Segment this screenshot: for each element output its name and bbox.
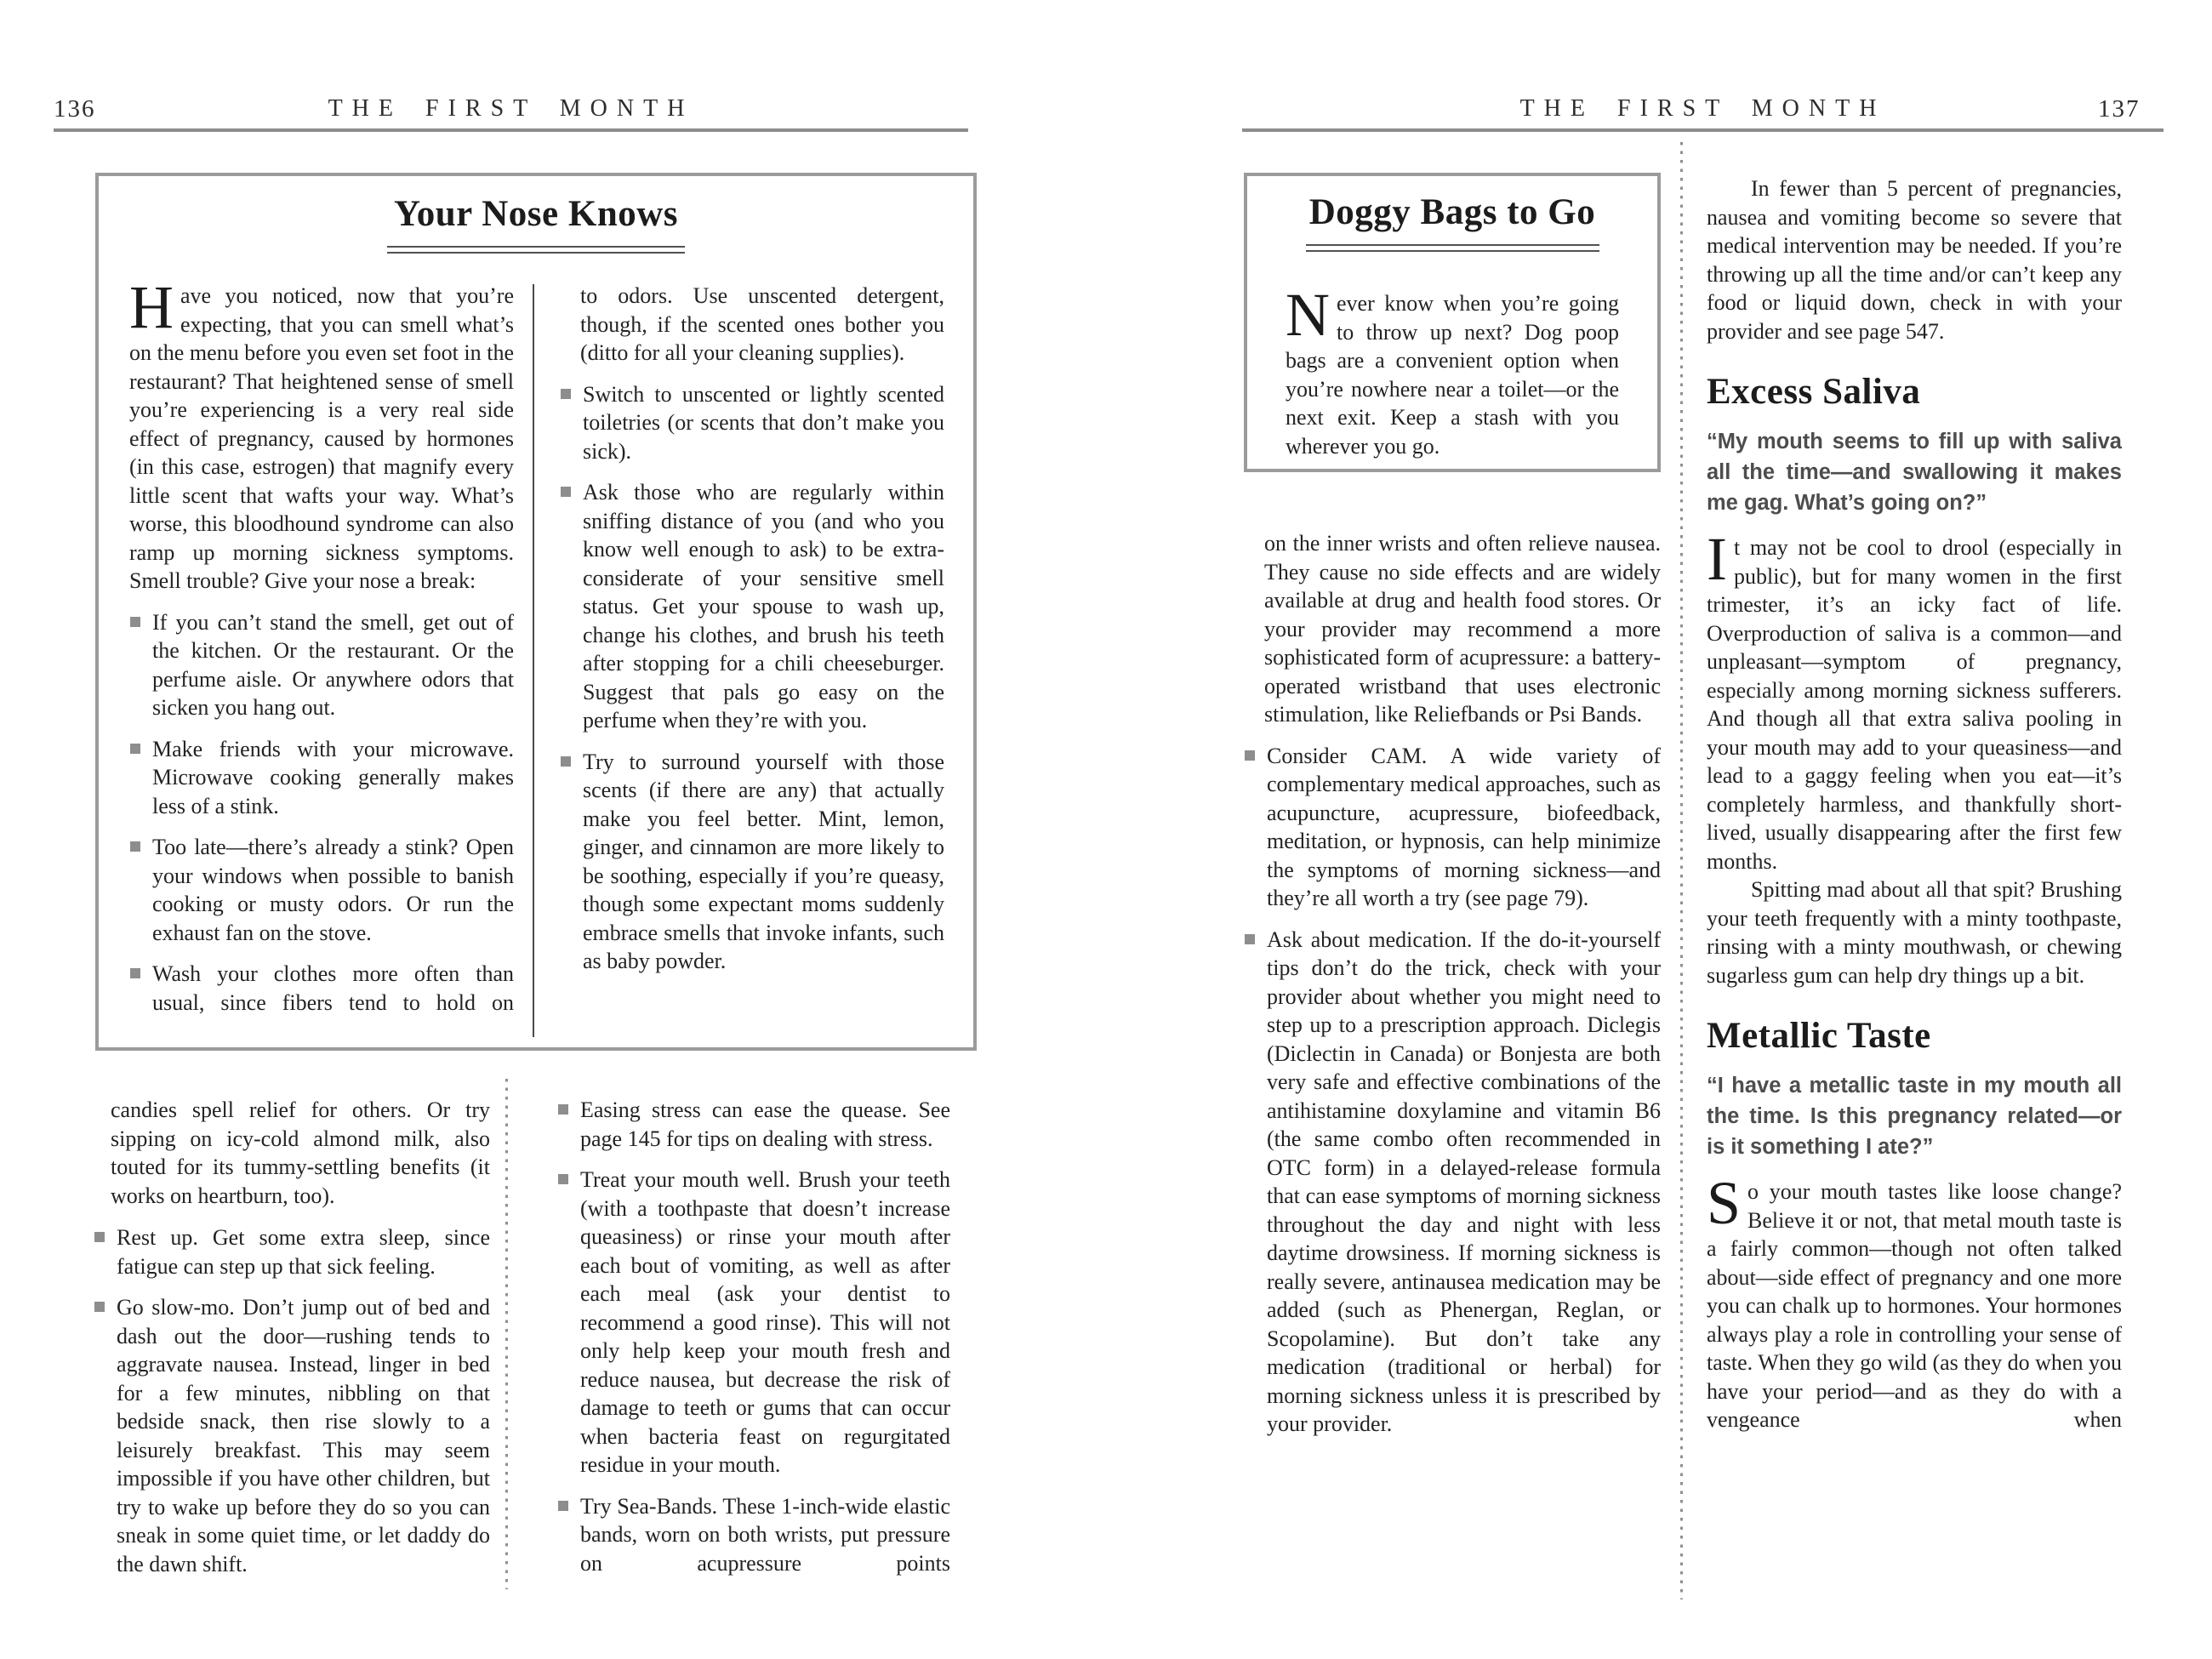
reader-question-quote: “I have a metallic taste in my mouth all the time. Is this pregnancy related—or is it something I ate?”	[1707, 1074, 2122, 1159]
left-running-head: THE FIRST MONTH	[328, 95, 694, 122]
reader-question-quote: “My mouth seems to fill up with saliva all the time—and swallowing it makes me gag. What’s going on?”	[1707, 430, 2122, 515]
bullet-item: Rest up. Get some extra sleep, since fatigue can step up that sick feeling.	[94, 1223, 490, 1280]
bullet-item: Ask those who are regularly within sniffing distance of you (and who you know well enough to ask) to be extra-considerate of your sensitive smell status. Get your spouse to wash up, change his clothes, and brush his teeth after stopping for a chili cheeseburger. Suggest that pals go easy on the perfume when they’re with you.	[560, 478, 944, 735]
bullet-item: Too late—there’s already a stink? Open your windows when possible to banish cooking or musty odors. Or run the exhaust fan on the stove.	[129, 833, 514, 947]
bullet-item: Wash your clothes more often than usual, since fibers tend to hold on	[129, 960, 514, 1017]
sidebar-box-doggy-bags	[1244, 173, 1661, 472]
drop-cap: I	[1707, 525, 1727, 593]
bullet-item: Ask about medication. If the do-it-yourself tips don’t do the trick, check with your provider about whether you might need to step up to a prescription approach. Diclegis (Diclectin in Canada) or Bonjesta are both very safe and effective combinations of the antihistamine doxylamine and vitamin B6 (the same combo often recommended in OTC form) in a delayed-release formula that can ease symptoms of morning sickness throughout the day and night with less daytime drowsiness. If morning sickness is really severe, antinausea medication may be added (such as Phenergan, Reglan, or Scopolamine). But don’t take any medication (traditional or herbal) for morning sickness unless it is prescribed by your provider.	[1244, 926, 1661, 1439]
title-double-rule	[1306, 244, 1599, 252]
paragraph	[129, 273, 514, 596]
right-column-2	[1707, 174, 2122, 1434]
title-double-rule	[387, 246, 685, 254]
right-column-1	[1244, 529, 1661, 1439]
bullet-item: Treat your mouth well. Brush your teeth (with a toothpaste that doesn’t increase queasiness) or rinse your mouth after each bout of vomiting, as well as after each meal (ask your dentist to recommend a good rinse). This will not only help keep your mouth fresh and reduce nausea, but decrease the risk of damage to teeth or gums that can occur when bacteria feast on regurgitated residue in your mouth.	[557, 1166, 950, 1479]
paragraph-text: ever know when you’re going to throw up next? Dog poop bags are a convenient option when you’re nowhere near a toilet—or the next exit. Keep a stash with you wherever you go.	[1286, 291, 1619, 459]
box-column-2	[560, 282, 944, 1037]
paragraph	[1707, 1169, 2122, 1434]
paragraph	[1286, 281, 1619, 460]
section-heading-metallic-taste: Metallic Taste	[1707, 1016, 1931, 1056]
paragraph-text: ave you noticed, now that you’re expecting, that you can smell what’s on the menu before you even set foot in the restaurant? That heightened sense of smell you’re experiencing is a very real side effect of pregnancy, caused by hormones (in this case, estrogen) that magnify every little scent that wafts your way. What’s worse, this bloodhound syndrome can also ramp up morning sickness symptoms. Smell trouble? Give your nose a break:	[129, 283, 514, 593]
bullet-item: Make friends with your microwave. Microwave cooking generally makes less of a stink.	[129, 735, 514, 821]
left-header-rule	[54, 128, 968, 132]
box-columns	[99, 273, 973, 1037]
paragraph	[1707, 525, 2122, 875]
drop-cap: N	[1286, 281, 1330, 349]
left-lower-column-2	[557, 1096, 950, 1577]
section-heading-excess-saliva: Excess Saliva	[1707, 372, 1921, 412]
box-title: Doggy Bags to Go	[1308, 192, 1596, 232]
right-running-head: THE FIRST MONTH	[1519, 95, 1886, 122]
bullet-item: Easing stress can ease the quease. See page 145 for tips on dealing with stress.	[557, 1096, 950, 1153]
right-page-number: 137	[2098, 95, 2141, 123]
left-lower-column-1	[94, 1096, 490, 1578]
right-column-dotted-divider	[1680, 142, 1683, 1599]
box-title: Your Nose Knows	[393, 194, 679, 234]
bullet-item: If you can’t stand the smell, get out of the kitchen. Or the restaurant. Or the perfume aisle. Or anywhere odors that sicken you hang out.	[129, 608, 514, 722]
bullet-item: Try to surround yourself with those scents (if there are any) that actually make you feel better. Mint, lemon, ginger, and cinnamon are more likely to be soothing, especially if you’re queasy, though some expectant moms suddenly embrace smells that invoke infants, such as baby powder.	[560, 748, 944, 976]
paragraph: In fewer than 5 percent of pregnancies, nausea and vomiting become so severe that medical intervention may be needed. If you’re throwing up all the time and/or can’t keep any food or liquid down, check in with your provider and see page 547.	[1707, 176, 2122, 344]
paragraph-text: t may not be cool to drool (especially in public), but for many women in the first trimester, it’s an icky fact of life. Overproduction of saliva is a common—and unpleasant—symptom of pregnancy, especially among morning sickness sufferers. And though all that extra saliva pooling in your mouth may add to your queasiness—and lead to a gaggy feeling when you eat—it’s completely harmless, and thankfully short-lived, usually disappearing after the first few months.	[1707, 535, 2122, 874]
box-column-1	[129, 273, 514, 1037]
paragraph-text: o your mouth tastes like loose change? Believe it or not, that metal mouth taste is a fairly common—though not often talked about—side effect of pregnancy and one more you can chalk up to hormones. Your hormones always play a role in controlling your sense of taste. When they go wild (as they do when you have your period—and as they do with a vengeance when	[1707, 1179, 2122, 1432]
left-column-dotted-divider	[505, 1079, 508, 1589]
paragraph-continuation: on the inner wrists and often relieve nausea. They cause no side effects and are widely available at drug and health food stores. Or your provider may recommend a more sophisticated form of acupressure: a battery-operated wristband that uses electronic stimulation, like Reliefbands or Psi Bands.	[1264, 531, 1661, 727]
bullet-item: Switch to unscented or lightly scented toiletries (or scents that don’t make you sick).	[560, 380, 944, 466]
drop-cap: H	[129, 273, 174, 341]
sidebar-box-your-nose-knows	[95, 173, 977, 1051]
bullet-item: Try Sea-Bands. These 1-inch-wide elastic bands, worn on both wrists, put pressure on acupressure points	[557, 1492, 950, 1578]
column-divider	[533, 284, 534, 1037]
bullet-item: Go slow-mo. Don’t jump out of bed and dash out the door—rushing tends to aggravate nausea. Instead, linger in bed for a few minutes, nibbling on that bedside snack, then rise slowly to a leisurely breakfast. This may seem impossible if you have other children, but try to wake up before they do so you can sneak in some quiet time, or let daddy do the dawn shift.	[94, 1293, 490, 1578]
paragraph: Spitting mad about all that spit? Brushing your teeth frequently with a minty toothpaste, rinsing with a minty mouthwash, or chewing sugarless gum can help dry things up a bit.	[1707, 877, 2122, 988]
drop-cap: S	[1707, 1169, 1742, 1237]
left-page-number: 136	[54, 95, 96, 123]
right-header-rule	[1242, 128, 2164, 132]
paragraph-continuation: to odors. Use unscented detergent, though, if the scented ones bother you (ditto for all your cleaning supplies).	[580, 283, 944, 365]
bullet-item: Consider CAM. A wide variety of complementary medical approaches, such as acupuncture, acupressure, biofeedback, meditation, or hypnosis, can help minimize the symptoms of morning sickness—and they’re all worth a try (see page 79).	[1244, 742, 1661, 913]
paragraph-continuation: candies spell relief for others. Or try sipping on icy-cold almond milk, also touted for its tummy-settling benefits (it works on heartburn, too).	[111, 1097, 490, 1208]
